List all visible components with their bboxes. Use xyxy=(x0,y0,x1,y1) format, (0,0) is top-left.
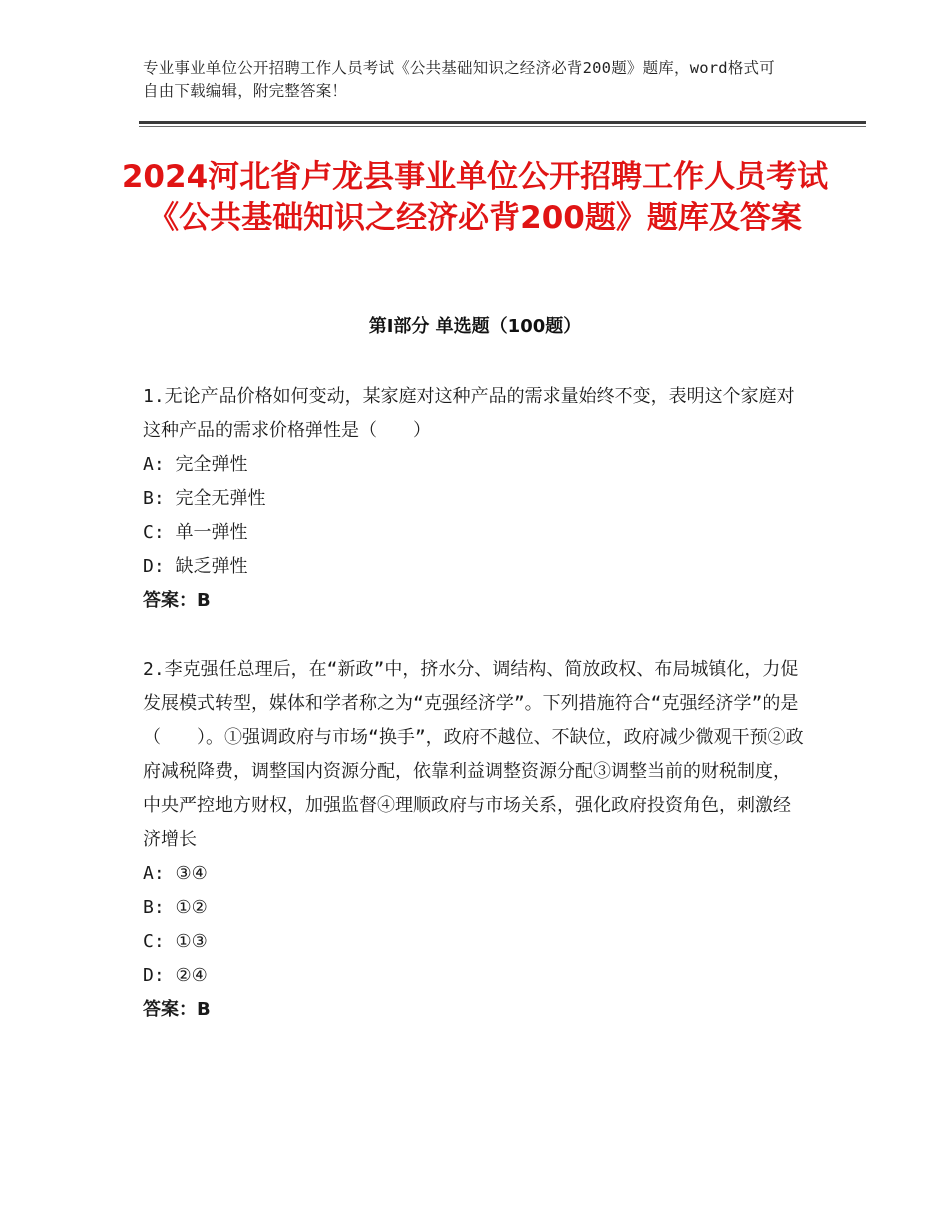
option-text: ②④ xyxy=(175,965,208,986)
question-2 xyxy=(143,653,808,1027)
option-letter: D: xyxy=(143,965,165,986)
option-letter: D: xyxy=(143,556,165,577)
option-letter: B: xyxy=(143,897,165,918)
option-letter: C: xyxy=(143,522,165,543)
option-text: 完全弹性 xyxy=(175,454,248,475)
answer-label: 答案：B xyxy=(143,999,211,1020)
option-a xyxy=(143,448,808,482)
section-title: 第Ⅰ部分 单选题（100题） xyxy=(368,316,582,337)
header-note: 专业事业单位公开招聘工作人员考试《公共基础知识之经济必背200题》题库，word格式可自由下载编辑，附完整答案！ xyxy=(143,59,775,100)
option-a xyxy=(143,857,808,891)
answer-label: 答案：B xyxy=(143,590,211,611)
question-1 xyxy=(143,380,808,618)
document-title: 2024河北省卢龙县事业单位公开招聘工作人员考试《公共基础知识之经济必背200题》题库及答案 xyxy=(121,159,829,236)
option-c xyxy=(143,516,808,550)
question-stem: 1.无论产品价格如何变动，某家庭对这种产品的需求量始终不变，表明这个家庭对这种产品的需求价格弹性是（ ） xyxy=(143,386,795,441)
option-c xyxy=(143,925,808,959)
option-letter: C: xyxy=(143,931,165,952)
option-text: 单一弹性 xyxy=(175,522,248,543)
header-divider-thick xyxy=(139,121,866,124)
option-b xyxy=(143,891,808,925)
option-text: ③④ xyxy=(175,863,208,884)
header-divider-thin xyxy=(139,126,866,127)
option-letter: A: xyxy=(143,863,165,884)
option-text: ①③ xyxy=(175,931,208,952)
option-d xyxy=(143,959,808,993)
question-stem: 2.李克强任总理后，在“新政”中，挤水分、调结构、简放政权、布局城镇化，力促发展模式转型，媒体和学者称之为“克强经济学”。下列措施符合“克强经济学”的是（ ）。①强调政府与市场“换手”，政府不越位、不缺位，政府减少微观干预②政府减税降费，调整国内资源分配，依靠利益调整资源分配③调整当前的财税制度，中央严控地方财权，加强监督④理顺政府与市场关系，强化政府投资角色，刺激经济增长 xyxy=(143,659,804,850)
option-d xyxy=(143,550,808,584)
option-letter: B: xyxy=(143,488,165,509)
option-text: 完全无弹性 xyxy=(175,488,266,509)
option-text: ①② xyxy=(175,897,208,918)
option-letter: A: xyxy=(143,454,165,475)
option-b xyxy=(143,482,808,516)
option-text: 缺乏弹性 xyxy=(175,556,248,577)
